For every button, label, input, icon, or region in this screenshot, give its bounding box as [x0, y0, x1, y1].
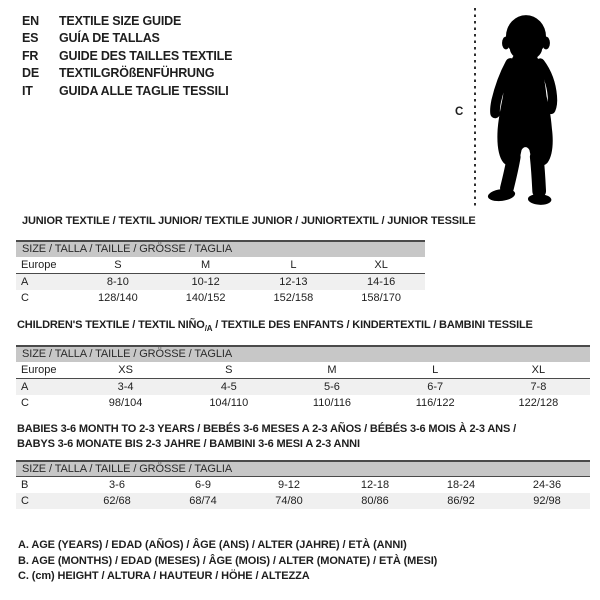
table-columns-row — [16, 362, 590, 379]
table-row-c — [16, 395, 590, 411]
size-cell: 4-5 — [220, 381, 237, 393]
title-subscript: /A — [204, 324, 213, 334]
children-size-table — [16, 345, 590, 411]
lang-row-fr — [22, 47, 232, 65]
size-cell: 152/158 — [273, 292, 314, 304]
region-label: Europe — [21, 364, 57, 376]
footnote-a: A. AGE (YEARS) / EDAD (AÑOS) / ÂGE (ANS) / ALTER (JAHRE) / ETÀ (ANNI) — [18, 539, 407, 551]
lang-title: GUÍA DE TALLAS — [59, 31, 160, 46]
babies-table-title — [17, 422, 516, 452]
size-col-header: S — [114, 259, 122, 271]
size-cell: 9-12 — [277, 479, 301, 491]
row-label: C — [21, 397, 29, 409]
junior-size-table — [16, 240, 425, 306]
size-col-header: XS — [118, 364, 133, 376]
table-columns-row — [16, 257, 425, 274]
lang-row-en — [22, 12, 232, 30]
title-text: CHILDREN'S TEXTILE / TEXTIL NIÑO — [17, 319, 205, 331]
size-cell: 12-13 — [279, 276, 308, 288]
size-cell: 6-7 — [427, 381, 444, 393]
size-cell: 12-18 — [360, 479, 390, 491]
size-cell: 80/86 — [361, 495, 389, 507]
size-cell: 10-12 — [191, 276, 220, 288]
babies-title-line2: BABYS 3-6 MONATE BIS 2-3 JAHRE / BAMBINI 3-6 MESI A 2-3 ANNI — [17, 438, 360, 450]
size-cell: 24-36 — [532, 479, 562, 491]
size-cell: 104/110 — [209, 397, 249, 409]
size-cell: 98/104 — [108, 397, 143, 409]
row-label: A — [21, 276, 29, 288]
row-label: C — [21, 495, 29, 507]
size-cell: 110/116 — [312, 397, 352, 409]
height-label-c: C — [455, 106, 464, 118]
size-cell: 3-6 — [109, 479, 125, 491]
children-table-title — [17, 319, 533, 333]
size-cell: 8-10 — [106, 276, 129, 288]
lang-code: IT — [22, 83, 33, 98]
lang-code: ES — [22, 31, 39, 46]
table-row-b — [16, 477, 590, 493]
row-label: B — [21, 479, 29, 491]
babies-title-line1: BABIES 3-6 MONTH TO 2-3 YEARS / BEBÉS 3-6 MESES A 2-3 AÑOS / BÉBÉS 3-6 MOIS À 2-3 ANS / — [17, 423, 516, 435]
size-cell: 5-6 — [324, 381, 340, 393]
footnote-b: B. AGE (MONTHS) / EDAD (MESES) / ÂGE (MOIS) / ALTER (MONATE) / ETÀ (MESI) — [18, 554, 438, 567]
height-measure-dotted-line — [474, 8, 476, 207]
language-header — [22, 12, 232, 100]
baby-silhouette-icon — [481, 8, 569, 208]
footnotes — [18, 538, 437, 585]
size-col-header: M — [201, 259, 211, 271]
size-col-header: L — [290, 259, 297, 271]
table-row-a — [16, 379, 590, 395]
size-cell: 62/68 — [103, 495, 131, 507]
lang-title: GUIDE DES TAILLES TEXTILE — [59, 48, 233, 63]
size-col-header: M — [327, 364, 337, 376]
size-cell: 122/128 — [518, 397, 559, 409]
size-col-header: XL — [531, 364, 546, 376]
row-label: A — [21, 381, 29, 393]
size-col-header: XL — [374, 259, 388, 271]
row-label: C — [21, 292, 29, 304]
lang-title: TEXTILGRÖßENFÜHRUNG — [59, 66, 215, 81]
size-header-bar: SIZE / TALLA / TAILLE / GRÖSSE / TAGLIA — [16, 347, 590, 362]
table-row-c — [16, 493, 590, 509]
lang-code: DE — [22, 66, 39, 81]
size-header-bar: SIZE / TALLA / TAILLE / GRÖSSE / TAGLIA — [16, 242, 425, 257]
lang-title: GUIDA ALLE TAGLIE TESSILI — [59, 83, 229, 98]
size-header-bar: SIZE / TALLA / TAILLE / GRÖSSE / TAGLIA — [16, 462, 590, 477]
lang-row-es — [22, 30, 232, 48]
lang-title: TEXTILE SIZE GUIDE — [59, 13, 182, 28]
footnote-c: C. (cm) HEIGHT / ALTURA / HAUTEUR / HÖHE / ALTEZZA — [18, 570, 310, 583]
size-cell: 3-4 — [117, 381, 134, 393]
size-cell: 86/92 — [447, 495, 475, 507]
size-cell: 116/122 — [415, 397, 455, 409]
table-row-c — [16, 290, 425, 306]
title-text: / TEXTILE DES ENFANTS / KINDERTEXTIL / BAMBINI TESSILE — [212, 319, 533, 331]
junior-table-title: JUNIOR TEXTILE / TEXTIL JUNIOR/ TEXTILE JUNIOR / JUNIORTEXTIL / JUNIOR TESSILE — [22, 215, 476, 227]
size-col-header: L — [432, 364, 439, 376]
lang-code: EN — [22, 13, 39, 28]
lang-row-de — [22, 65, 232, 83]
size-cell: 128/140 — [97, 292, 138, 304]
babies-size-table — [16, 460, 590, 509]
size-col-header: S — [225, 364, 233, 376]
lang-row-it — [22, 82, 232, 100]
region-label: Europe — [21, 259, 57, 271]
size-cell: 140/152 — [185, 292, 226, 304]
size-cell: 92/98 — [533, 495, 561, 507]
size-cell: 14-16 — [367, 276, 396, 288]
size-cell: 158/170 — [361, 292, 401, 304]
size-cell: 7-8 — [530, 381, 547, 393]
table-row-a — [16, 274, 425, 290]
lang-code: FR — [22, 48, 39, 63]
size-cell: 6-9 — [195, 479, 211, 491]
size-cell: 68/74 — [189, 495, 217, 507]
size-cell: 74/80 — [275, 495, 303, 507]
size-cell: 18-24 — [446, 479, 476, 491]
